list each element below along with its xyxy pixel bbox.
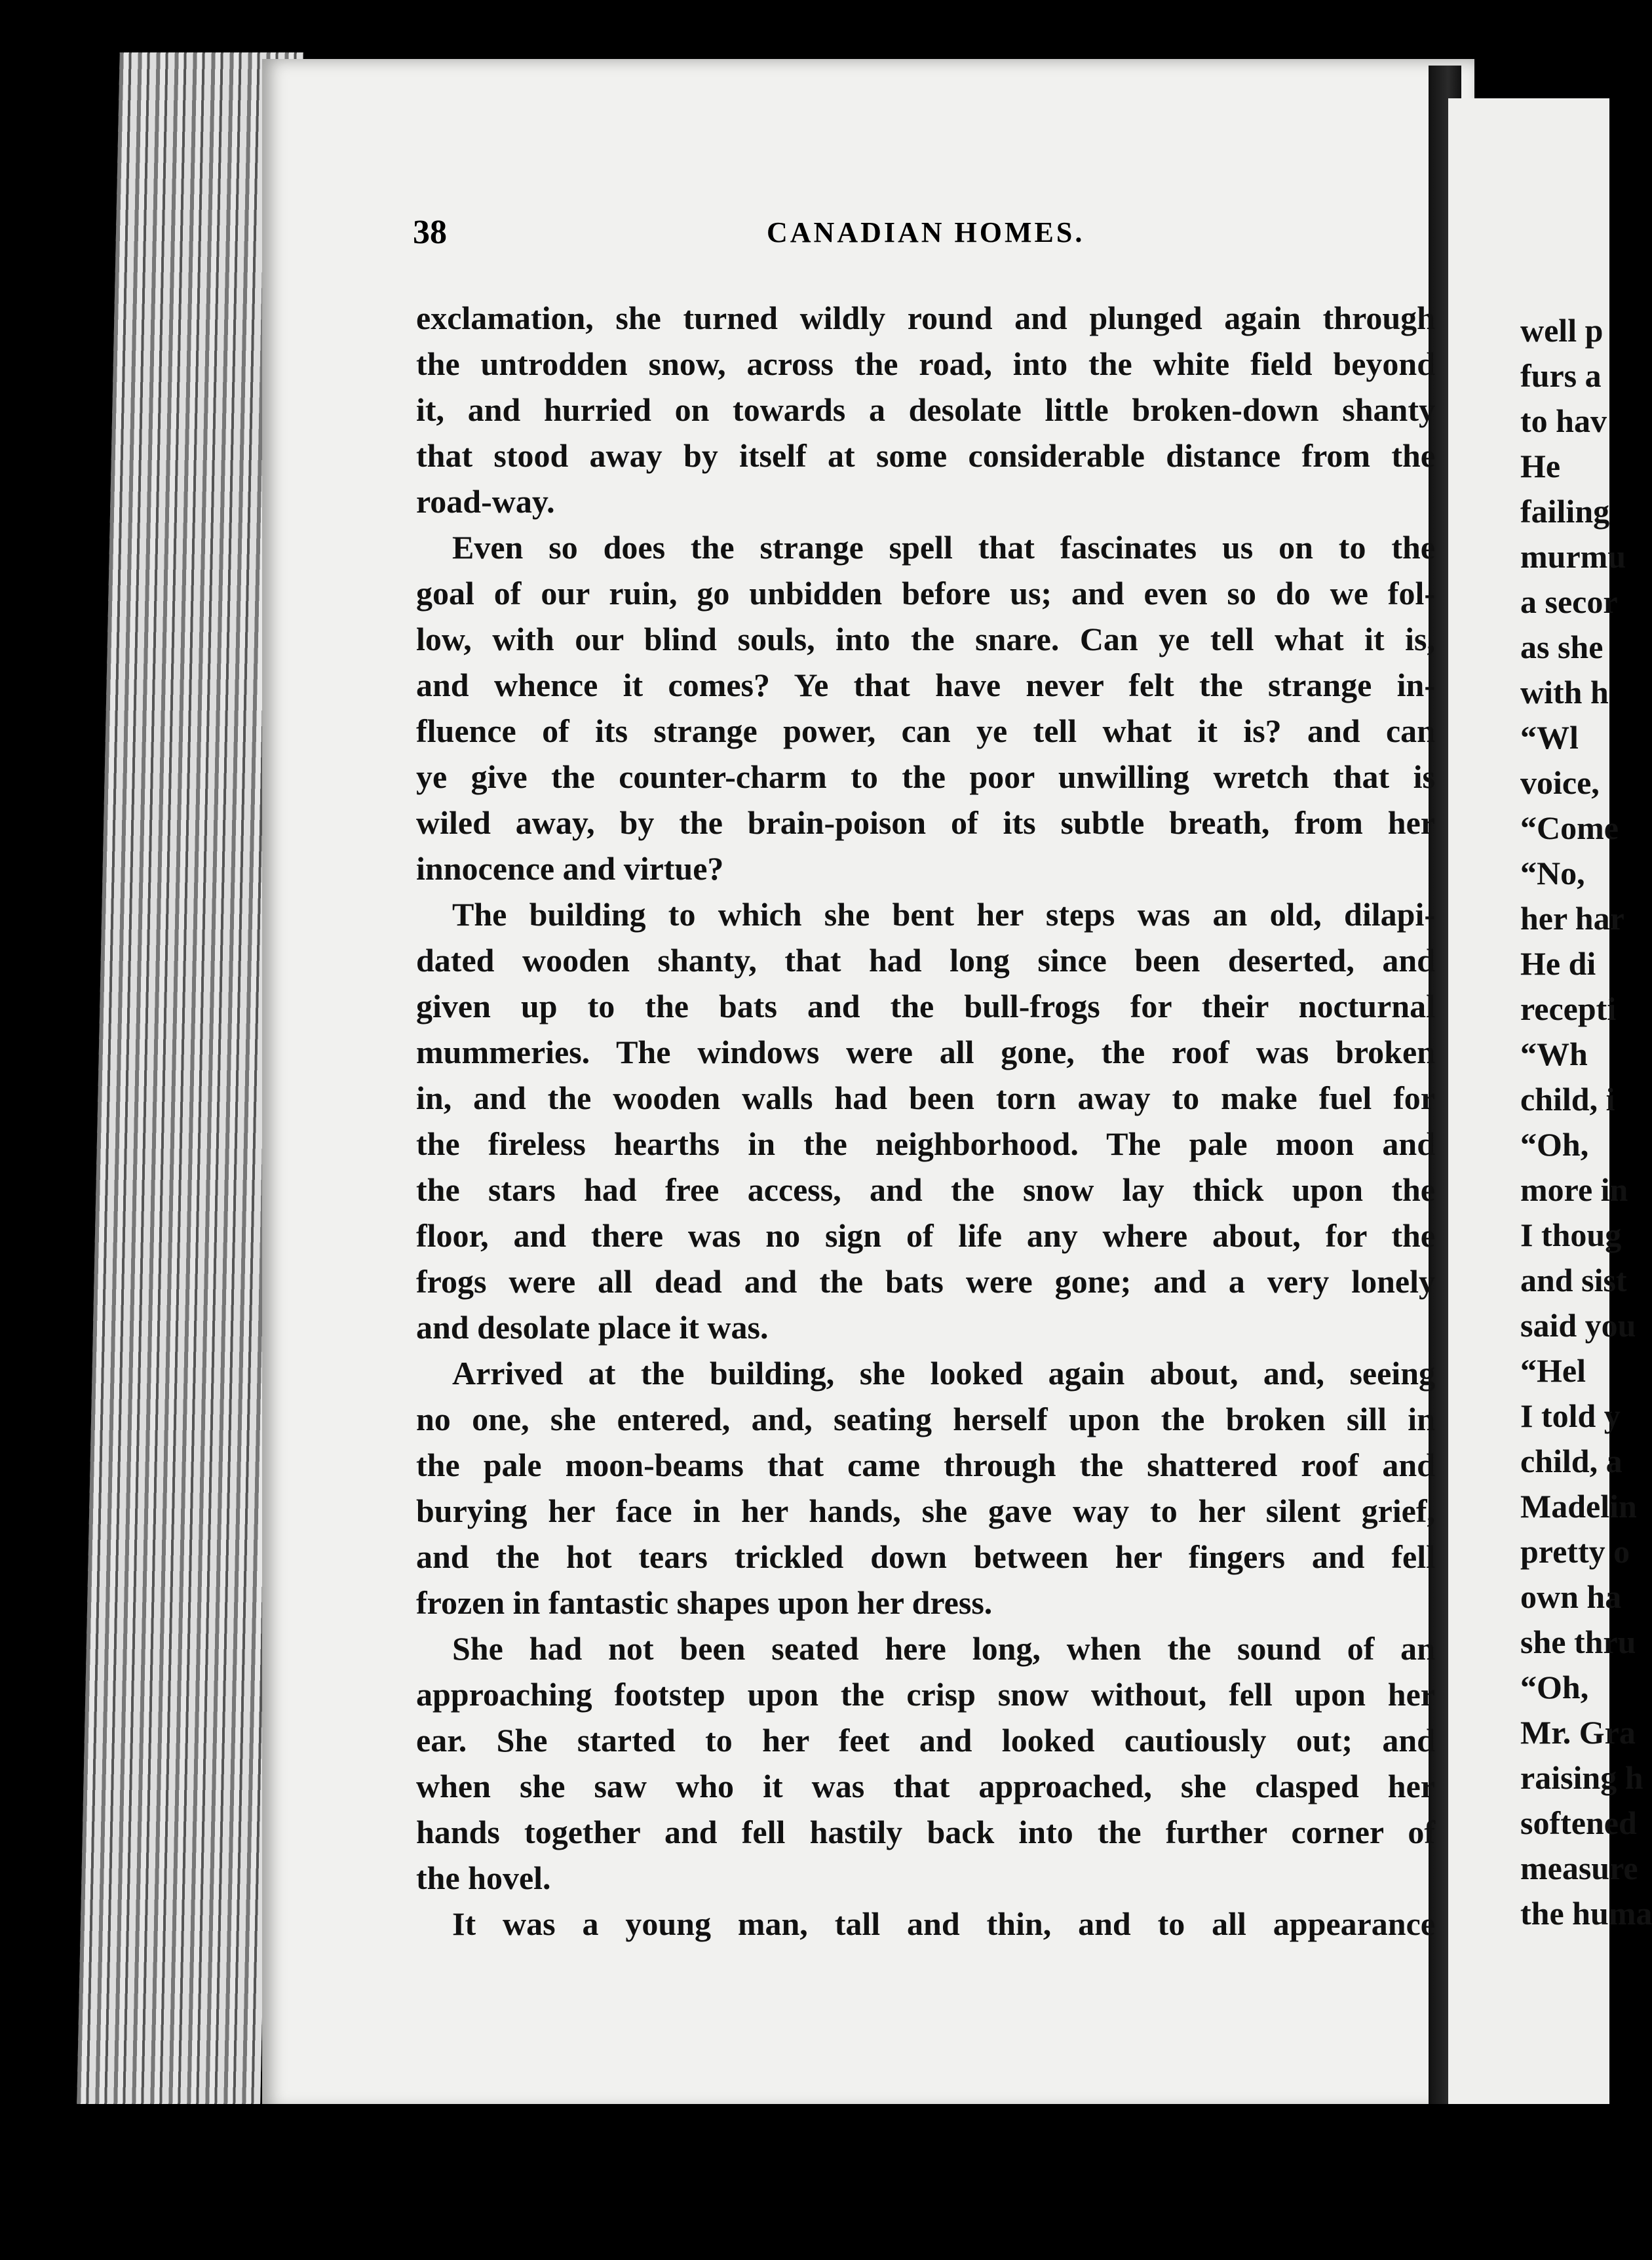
right-page-text-line: child, i	[1520, 1081, 1615, 1118]
right-page-text-line: “Come	[1520, 809, 1619, 846]
right-page-text-line: she thru	[1520, 1624, 1636, 1660]
right-page-text-line: own ha	[1520, 1578, 1622, 1615]
text-line: and the hot tears trickled down between her fingers and fell	[416, 1538, 1435, 1575]
text-line: ear. She started to her feet and looked cautiously out; and	[416, 1722, 1435, 1759]
running-head	[413, 213, 1429, 265]
right-page-text-line: Madelin	[1520, 1488, 1637, 1525]
text-line: innocence and virtue?	[416, 850, 724, 887]
left-page-body-text	[416, 295, 1435, 1947]
right-page-text-line: child, a	[1520, 1443, 1623, 1479]
text-line: floor, and there was no sign of life any where about, for the	[416, 1217, 1435, 1254]
right-page-text-line: He	[1520, 448, 1561, 484]
right-page-text-line: “Wh	[1520, 1036, 1588, 1072]
text-line: road-way.	[416, 483, 555, 520]
right-page-text-line: failing	[1520, 493, 1610, 530]
text-line: wiled away, by the brain-poison of its subtle breath, from her	[416, 804, 1435, 841]
right-page-text-line: the huma	[1520, 1895, 1652, 1932]
right-page-text-line: pretty o	[1520, 1533, 1630, 1570]
text-line: no one, she entered, and, seating herself upon the broken sill in	[416, 1401, 1435, 1437]
right-page-text-line: said you	[1520, 1307, 1636, 1344]
right-page-text-line: raising h	[1520, 1759, 1643, 1796]
page-number: 38	[413, 214, 447, 251]
right-page-text-line: “Oh,	[1520, 1669, 1589, 1705]
right-page-text-line: well p	[1520, 312, 1604, 349]
right-page-text-line: “Wl	[1520, 719, 1579, 756]
right-page-text-line: “Oh,	[1520, 1126, 1589, 1163]
text-line: and whence it comes? Ye that have never felt the strange in-	[416, 667, 1435, 703]
text-line: The building to which she bent her steps was an old, dilapi-	[452, 896, 1435, 933]
bottom-shadow	[98, 2104, 1609, 2260]
text-line: She had not been seated here long, when the sound of an	[452, 1630, 1435, 1667]
text-line: Arrived at the building, she looked again about, and, seeing	[452, 1355, 1435, 1392]
text-line: ye give the counter-charm to the poor unwilling wretch that is	[416, 758, 1435, 795]
text-line: frogs were all dead and the bats were gone; and a very lonely	[416, 1263, 1435, 1300]
text-line: the untrodden snow, across the road, into the white field beyond	[416, 345, 1435, 382]
right-page-body-text	[1520, 308, 1651, 1936]
text-line: the hovel.	[416, 1860, 551, 1896]
text-line: dated wooden shanty, that had long since been deserted, and	[416, 942, 1435, 979]
text-line: frozen in fantastic shapes upon her dress.	[416, 1584, 993, 1621]
right-page-text-line: with h	[1520, 674, 1609, 711]
text-line: when she saw who it was that approached, she clasped her	[416, 1768, 1435, 1804]
right-page-text-line: Mr. Gra	[1520, 1714, 1636, 1751]
right-page-text-line: her har	[1520, 900, 1624, 937]
text-line: It was a young man, tall and thin, and to all appearance	[452, 1905, 1435, 1942]
text-line: hands together and fell hastily back into the further corner of	[416, 1814, 1435, 1850]
text-line: in, and the wooden walls had been torn away to make fuel for	[416, 1080, 1435, 1116]
right-page-text-line: measure	[1520, 1850, 1638, 1886]
right-page-text-line: more in	[1520, 1171, 1628, 1208]
right-page-text-line: “No,	[1520, 855, 1585, 891]
text-line: fluence of its strange power, can ye tell what it is? and can	[416, 712, 1435, 749]
right-page-text-line: I thoug	[1520, 1217, 1622, 1253]
text-line: approaching footstep upon the crisp snow without, fell upon her	[416, 1676, 1435, 1713]
text-line: that stood away by itself at some considerable distance from the	[416, 437, 1435, 474]
right-page-text-line: a secor	[1520, 583, 1618, 620]
right-page-text-line: I told y	[1520, 1397, 1621, 1434]
right-page-text-line: voice,	[1520, 764, 1600, 801]
text-line: low, with our blind souls, into the snare. Can ye tell what it is,	[416, 621, 1435, 657]
text-line: given up to the bats and the bull-frogs for their nocturnal	[416, 988, 1435, 1024]
right-page-text-line: softened	[1520, 1804, 1637, 1841]
text-line: it, and hurried on towards a desolate little broken-down shanty	[416, 391, 1435, 428]
right-page-text-line: to hav	[1520, 402, 1607, 439]
text-line: the fireless hearths in the neighborhood. The pale moon and	[416, 1125, 1435, 1162]
text-line: and desolate place it was.	[416, 1309, 769, 1346]
right-page-text-line: and sist	[1520, 1262, 1627, 1298]
right-page-text-line: furs a	[1520, 357, 1602, 394]
right-page-text-line: as she	[1520, 629, 1604, 665]
text-line: Even so does the strange spell that fascinates us on to the	[452, 529, 1435, 566]
text-line: goal of our ruin, go unbidden before us; and even so do we fol-	[416, 575, 1435, 612]
right-page-text-line: He di	[1520, 945, 1596, 982]
text-line: exclamation, she turned wildly round and plunged again through	[416, 300, 1435, 336]
text-line: the pale moon-beams that came through the shattered roof and	[416, 1447, 1435, 1483]
right-page-text-line: “Hel	[1520, 1352, 1586, 1389]
text-line: the stars had free access, and the snow lay thick upon the	[416, 1171, 1435, 1208]
text-line: burying her face in her hands, she gave way to her silent grief,	[416, 1492, 1435, 1529]
text-line: mummeries. The windows were all gone, the roof was broken	[416, 1034, 1435, 1070]
right-page-text-line: murmu	[1520, 538, 1626, 575]
right-page-text-line: recepti	[1520, 990, 1617, 1027]
page-title: CANADIAN HOMES.	[767, 216, 1085, 248]
